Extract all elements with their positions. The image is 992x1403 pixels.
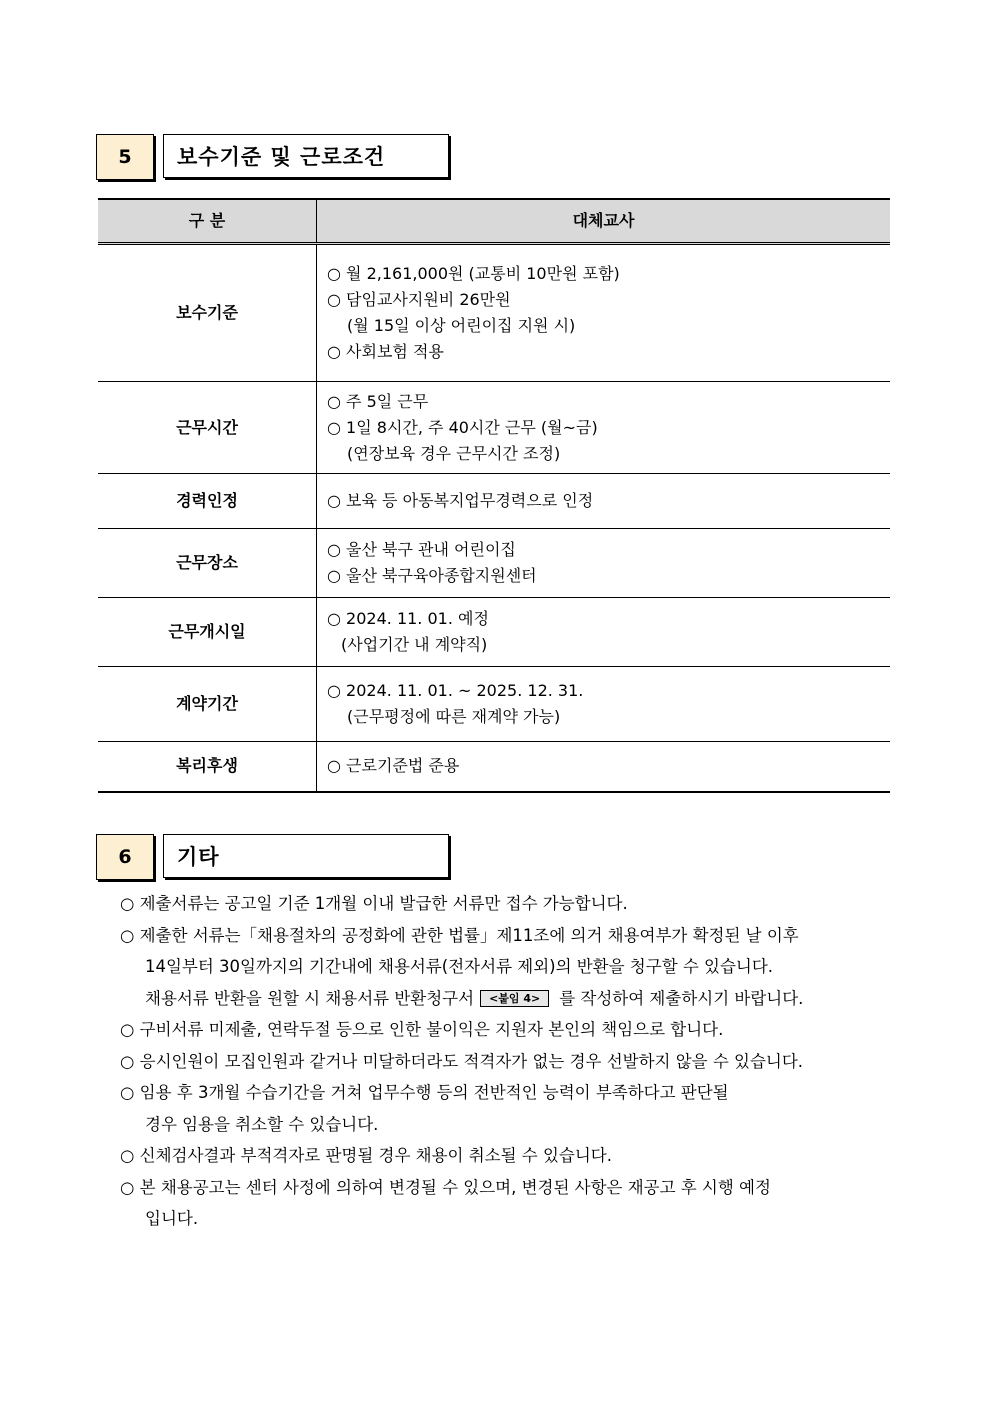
content-line: ○ 월 2,161,000원 (교통비 10만원 포함) <box>327 264 620 283</box>
list-item-continuation: 14일부터 30일까지의 기간내에 채용서류(전자서류 제외)의 반환을 청구할 수 있습니다. <box>145 957 774 976</box>
content-line: ○ 울산 북구 관내 어린이집 <box>327 540 516 559</box>
row-content <box>317 382 891 474</box>
table-row <box>98 474 890 529</box>
row-label: 근무장소 <box>98 529 317 598</box>
row-content <box>317 598 891 667</box>
content-line: ○ 2024. 11. 01. 예정 <box>327 609 489 628</box>
table-header-row <box>98 199 890 244</box>
section-number: 6 <box>96 834 154 880</box>
table-row <box>98 742 890 792</box>
list-item: ○ 응시인원이 모집인원과 같거나 미달하더라도 적격자가 없는 경우 선발하지 않을 수 있습니다. <box>120 1051 804 1071</box>
section-title: 보수기준 및 근로조건 <box>163 134 449 178</box>
content-line: ○ 근로기준법 준용 <box>327 756 460 776</box>
content-line: (근무평정에 따른 재계약 가능) <box>347 707 561 726</box>
list-item-continuation: 경우 임용을 취소할 수 있습니다. <box>145 1114 379 1134</box>
content-line: ○ 사회보험 적용 <box>327 342 444 361</box>
row-label: 보수기준 <box>98 244 317 382</box>
row-content <box>317 244 891 382</box>
list-item-continuation <box>120 983 900 1015</box>
row-label: 경력인정 <box>98 474 317 529</box>
content-line: ○ 담임교사지원비 26만원 <box>327 290 511 309</box>
content-line: ○ 2024. 11. 01. ~ 2025. 12. 31. <box>327 681 584 700</box>
table-row <box>98 244 890 382</box>
list-item: ○ 제출한 서류는「채용절차의 공정화에 관한 법률」제11조에 의거 채용여부가 확정된 날 이후 <box>120 925 799 945</box>
list-item: ○ 본 채용공고는 센터 사정에 의하여 변경될 수 있으며, 변경된 사항은 재공고 후 시행 예정 <box>120 1177 771 1197</box>
continuation-text: 채용서류 반환을 원할 시 채용서류 반환청구서 <box>145 988 475 1008</box>
list-item: ○ 임용 후 3개월 수습기간을 거쳐 업무수행 등의 전반적인 능력이 부족하다고 판단될 <box>120 1083 729 1102</box>
header-category: 구 분 <box>98 199 317 244</box>
list-item: ○ 신체검사결과 부적격자로 판명될 경우 채용이 취소될 수 있습니다. <box>120 1146 612 1165</box>
content-line: (연장보육 경우 근무시간 조정) <box>347 443 561 463</box>
section-title: 기타 <box>163 834 449 878</box>
content-line: (월 15일 이상 어린이집 지원 시) <box>347 316 576 335</box>
notes-list <box>120 888 900 1235</box>
table-row <box>98 667 890 742</box>
table-row <box>98 529 890 598</box>
continuation-text: 를 작성하여 제출하시기 바랍니다. <box>559 988 804 1008</box>
row-label: 복리후생 <box>98 742 317 792</box>
row-content <box>317 667 891 742</box>
row-label: 계약기간 <box>98 667 317 742</box>
row-content <box>317 474 891 529</box>
row-content <box>317 529 891 598</box>
conditions-table <box>98 198 890 793</box>
row-content <box>317 742 891 792</box>
section-number: 5 <box>96 134 154 180</box>
list-item-continuation: 입니다. <box>145 1209 199 1228</box>
list-item: ○ 구비서류 미제출, 연락두절 등으로 인한 불이익은 지원자 본인의 책임으로 합니다. <box>120 1020 724 1039</box>
content-line: ○ 울산 북구육아종합지원센터 <box>327 566 537 585</box>
content-line: ○ 주 5일 근무 <box>327 391 429 411</box>
table-row <box>98 598 890 667</box>
content-line: ○ 1일 8시간, 주 40시간 근무 (월~금) <box>327 417 598 437</box>
header-substitute-teacher: 대체교사 <box>317 199 891 244</box>
content-line: (사업기간 내 계약직) <box>341 635 488 654</box>
table-row <box>98 382 890 474</box>
attachment-badge: <붙임 4> <box>480 990 549 1007</box>
list-item: ○ 제출서류는 공고일 기준 1개월 이내 발급한 서류만 접수 가능합니다. <box>120 894 628 913</box>
row-label: 근무개시일 <box>98 598 317 667</box>
row-label: 근무시간 <box>98 382 317 474</box>
content-line: ○ 보육 등 아동복지업무경력으로 인정 <box>327 491 594 510</box>
